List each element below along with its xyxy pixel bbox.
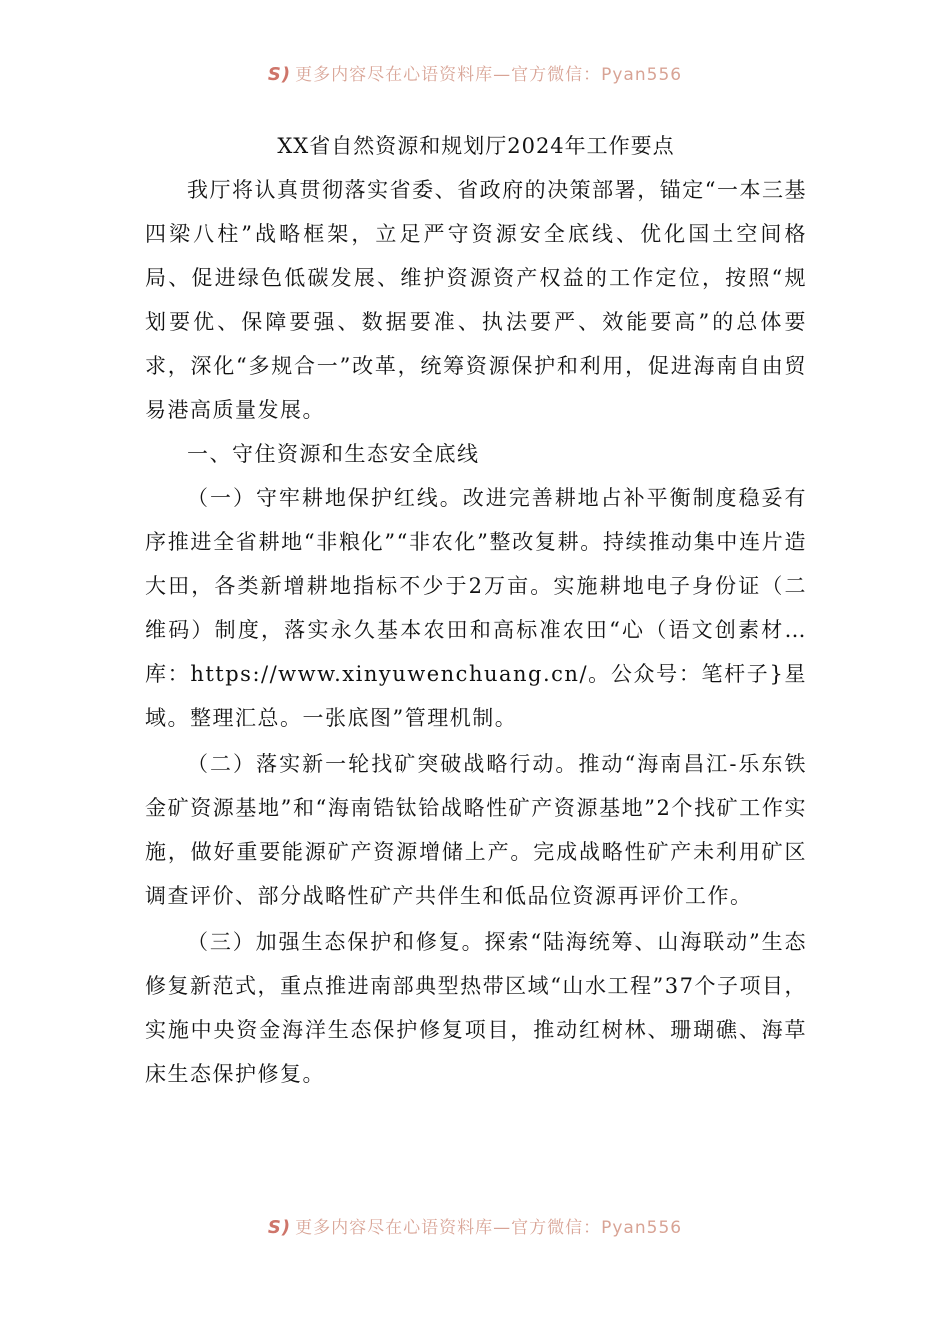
watermark-top: [0, 60, 950, 85]
watermark-logo-icon: S): [267, 1217, 292, 1238]
watermark-bottom: [0, 1213, 950, 1238]
section-heading-1: 一、守住资源和生态安全底线: [187, 442, 480, 466]
document-title: XX省自然资源和规划厅2024年工作要点: [277, 134, 675, 158]
paragraph-1: （一）守牢耕地保护红线。改进完善耕地占补平衡制度稳妥有序推进全省耕地“非粮化”“非农化”整改复耕。持续推动集中连片造大田，各类新增耕地指标不少于2万亩。实施耕地电子身份证（二维码）制度，落实永久基本农田和高标准农田“心（语文创素材…库：https://www.xinyuwenchuang.cn/。公众号：笔杆子}星域。整理汇总。一张底图”管理机制。: [145, 486, 807, 730]
paragraph-2: （二）落实新一轮找矿突破战略行动。推动“海南昌江-乐东铁金矿资源基地”和“海南锆钛铪战略性矿产资源基地”2个找矿工作实施，做好重要能源矿产资源增储上产。完成战略性矿产未利用矿区调查评价、部分战略性矿产共伴生和低品位资源再评价工作。: [145, 752, 807, 908]
paragraph-3: （三）加强生态保护和修复。探索“陆海统筹、山海联动”生态修复新范式，重点推进南部典型热带区域“山水工程”37个子项目，实施中央资金海洋生态保护修复项目，推动红树林、珊瑚礁、海草床生态保护修复。: [145, 930, 807, 1086]
watermark-logo-icon: S): [267, 64, 292, 85]
intro-paragraph: 我厅将认真贯彻落实省委、省政府的决策部署，锚定“一本三基四梁八柱”战略框架，立足严守资源安全底线、优化国土空间格局、促进绿色低碳发展、维护资源资产权益的工作定位，按照“规划要优、保障要强、数据要准、执法要严、效能要高”的总体要求，深化“多规合一”改革，统筹资源保护和利用，促进海南自由贸易港高质量发展。: [145, 178, 807, 422]
watermark-text: 更多内容尽在心语资料库—官方微信：Pyan556: [295, 65, 683, 85]
document-body: [145, 124, 807, 1096]
watermark-text: 更多内容尽在心语资料库—官方微信：Pyan556: [295, 1218, 683, 1238]
